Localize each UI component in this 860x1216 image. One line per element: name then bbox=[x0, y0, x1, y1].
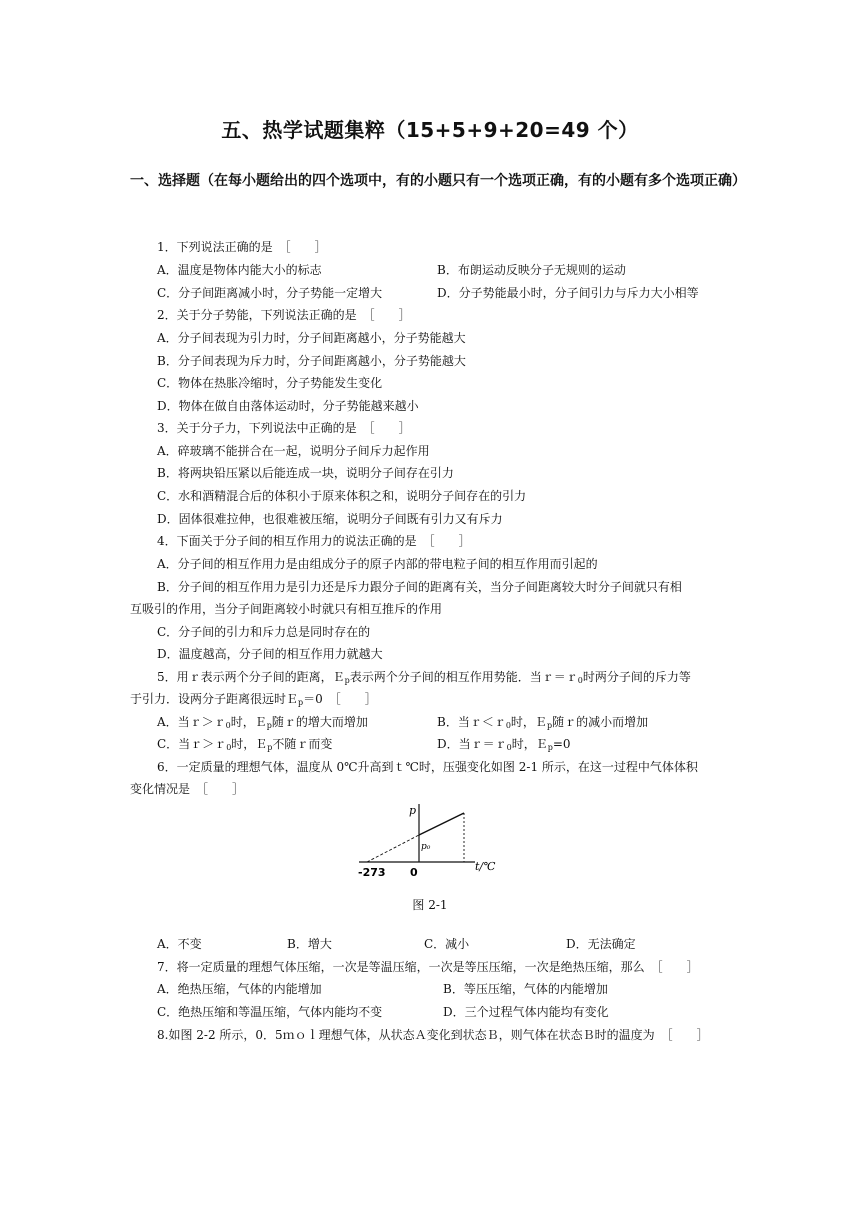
q2-stem: 2．关于分子势能，下列说法正确的是 ［ ］ bbox=[157, 308, 411, 322]
q6-option-a: A．不变 bbox=[157, 937, 202, 951]
q5-b-text: 随ｒ的减小而增加 bbox=[552, 715, 649, 729]
q2-option-c: C．物体在热胀冷缩时，分子势能发生变化 bbox=[157, 376, 383, 390]
q7-option-d: D．三个过程气体内能均有变化 bbox=[443, 1005, 609, 1019]
q3-option-d: D．固体很难拉伸，也很难被压缩，说明分子间既有引力又有斥力 bbox=[157, 512, 503, 526]
figure-caption: 图 2-1 bbox=[412, 898, 448, 912]
q5-b-text: 时，Ｅ bbox=[510, 715, 547, 729]
q3-option-a: A．碎玻璃不能拼合在一起，说明分子间斥力起作用 bbox=[157, 444, 430, 458]
pressure-line bbox=[419, 813, 464, 835]
q5-c-text: 时，Ｅ bbox=[231, 737, 268, 751]
q5-text: 时两分子间的斥力等 bbox=[582, 670, 691, 684]
q2-option-d: D．物体在做自由落体运动时，分子势能越来越小 bbox=[157, 399, 419, 413]
q5-text: ＝0 ［ ］ bbox=[303, 692, 377, 706]
q4-option-b-line1: B．分子间的相互作用力是引力还是斥力跟分子间的距离有关，当分子间距离较大时分子间就只有相 bbox=[157, 580, 682, 594]
q5-text: 5．用ｒ表示两个分子间的距离，Ｅ bbox=[157, 670, 345, 684]
q4-option-b-line2: 互吸引的作用，当分子间距离较小时就只有相互推斥的作用 bbox=[130, 602, 443, 616]
origin-label: 0 bbox=[410, 866, 418, 879]
q5-a-text: A．当ｒ＞ｒ bbox=[157, 715, 226, 729]
q5-a-text: 随ｒ的增大而增加 bbox=[271, 715, 368, 729]
q6-option-b: B．增大 bbox=[287, 937, 332, 951]
subscript-0: 0 bbox=[226, 743, 232, 752]
q7-option-c: C．绝热压缩和等温压缩，气体内能均不变 bbox=[157, 1005, 383, 1019]
q5-c-text: 不随ｒ而变 bbox=[272, 737, 333, 751]
subscript-p: p bbox=[547, 743, 553, 752]
subscript-0: 0 bbox=[577, 676, 583, 685]
q5-c-text: C．当ｒ＞ｒ bbox=[157, 737, 227, 751]
q3-option-c: C．水和酒精混合后的体积小于原来体积之和，说明分子间存在的引力 bbox=[157, 489, 527, 503]
q4-option-a: A．分子间的相互作用力是由组成分子的原子内部的带电粒子间的相互作用而引起的 bbox=[157, 557, 598, 571]
q2-option-b: B．分子间表现为斥力时，分子间距离越小，分子势能越大 bbox=[157, 354, 466, 368]
p0-label: p₀ bbox=[421, 842, 431, 852]
q3-stem: 3．关于分子力，下列说法中正确的是 ［ ］ bbox=[157, 421, 411, 435]
q8-stem: 8.如图 2-2 所示，0．5ｍｏｌ理想气体，从状态Ａ变化到状态Ｂ，则气体在状态Ｂ时的温度为 ［ ］ bbox=[157, 1028, 709, 1042]
q5-d-text: =0 bbox=[552, 737, 571, 751]
pressure-temperature-graph bbox=[357, 800, 502, 890]
q5-d-text: D．当ｒ＝ｒ bbox=[437, 737, 507, 751]
q1-stem: 1．下列说法正确的是 ［ ］ bbox=[157, 240, 327, 254]
q4-option-c: C．分子间的引力和斥力总是同时存在的 bbox=[157, 625, 371, 639]
subscript-0: 0 bbox=[225, 721, 231, 730]
q2-option-a: A．分子间表现为引力时，分子间距离越小，分子势能越大 bbox=[157, 331, 466, 345]
q5-b-text: B．当ｒ＜ｒ bbox=[437, 715, 506, 729]
q5-a-text: 时，Ｅ bbox=[230, 715, 267, 729]
subscript-p: p bbox=[546, 721, 553, 730]
subscript-p: p bbox=[298, 698, 304, 707]
subscript-p: p bbox=[267, 743, 273, 752]
q1-option-b: B．布朗运动反映分子无规则的运动 bbox=[437, 263, 626, 277]
q3-option-b: B．将两块铅压紧以后能连成一块，说明分子间存在引力 bbox=[157, 466, 454, 480]
q5-d-text: 时，Ｅ bbox=[511, 737, 548, 751]
subscript-p: p bbox=[344, 676, 350, 685]
q4-option-d: D．温度越高，分子间的相互作用力就越大 bbox=[157, 647, 383, 661]
t-axis-label: t/℃ bbox=[475, 860, 496, 873]
page-title: 五、热学试题集粹（15+5+9+20=49 个） bbox=[221, 118, 639, 142]
section-heading: 一、选择题（在每小题给出的四个选项中，有的小题只有一个选项正确，有的小题有多个选项正确） bbox=[130, 173, 746, 189]
q7-option-a: A．绝热压缩，气体的内能增加 bbox=[157, 982, 322, 996]
q6-option-d: D．无法确定 bbox=[566, 937, 636, 951]
q5-text: 表示两个分子间的相互作用势能．当ｒ＝ｒ bbox=[349, 670, 578, 684]
q6-stem-line1: 6．一定质量的理想气体，温度从 0℃升高到ｔ℃时，压强变化如图 2-1 所示，在这一过程中气体体积 bbox=[157, 760, 698, 774]
q6-option-c: C．减小 bbox=[424, 937, 470, 951]
minus-273-label: -273 bbox=[358, 866, 386, 879]
q7-stem: 7．将一定质量的理想气体压缩，一次是等温压缩，一次是等压压缩，一次是绝热压缩，那么 ［ ］ bbox=[157, 960, 699, 974]
q7-option-b: B．等压压缩，气体的内能增加 bbox=[443, 982, 608, 996]
q4-stem: 4．下面关于分子间的相互作用力的说法正确的是 ［ ］ bbox=[157, 534, 471, 548]
subscript-p: p bbox=[266, 721, 272, 730]
q6-stem-line2: 变化情况是 ［ ］ bbox=[130, 782, 245, 796]
p-axis-label: p bbox=[409, 804, 417, 817]
q5-text: 于引力．设两分子距离很远时Ｅ bbox=[130, 692, 299, 706]
subscript-0: 0 bbox=[506, 743, 512, 752]
q1-option-d: D．分子势能最小时，分子间引力与斥力大小相等 bbox=[437, 286, 699, 300]
extrapolation-dashed-line bbox=[367, 835, 419, 862]
q1-option-c: C．分子间距离减小时，分子势能一定增大 bbox=[157, 286, 383, 300]
q1-option-a: A．温度是物体内能大小的标志 bbox=[157, 263, 322, 277]
subscript-0: 0 bbox=[505, 721, 511, 730]
